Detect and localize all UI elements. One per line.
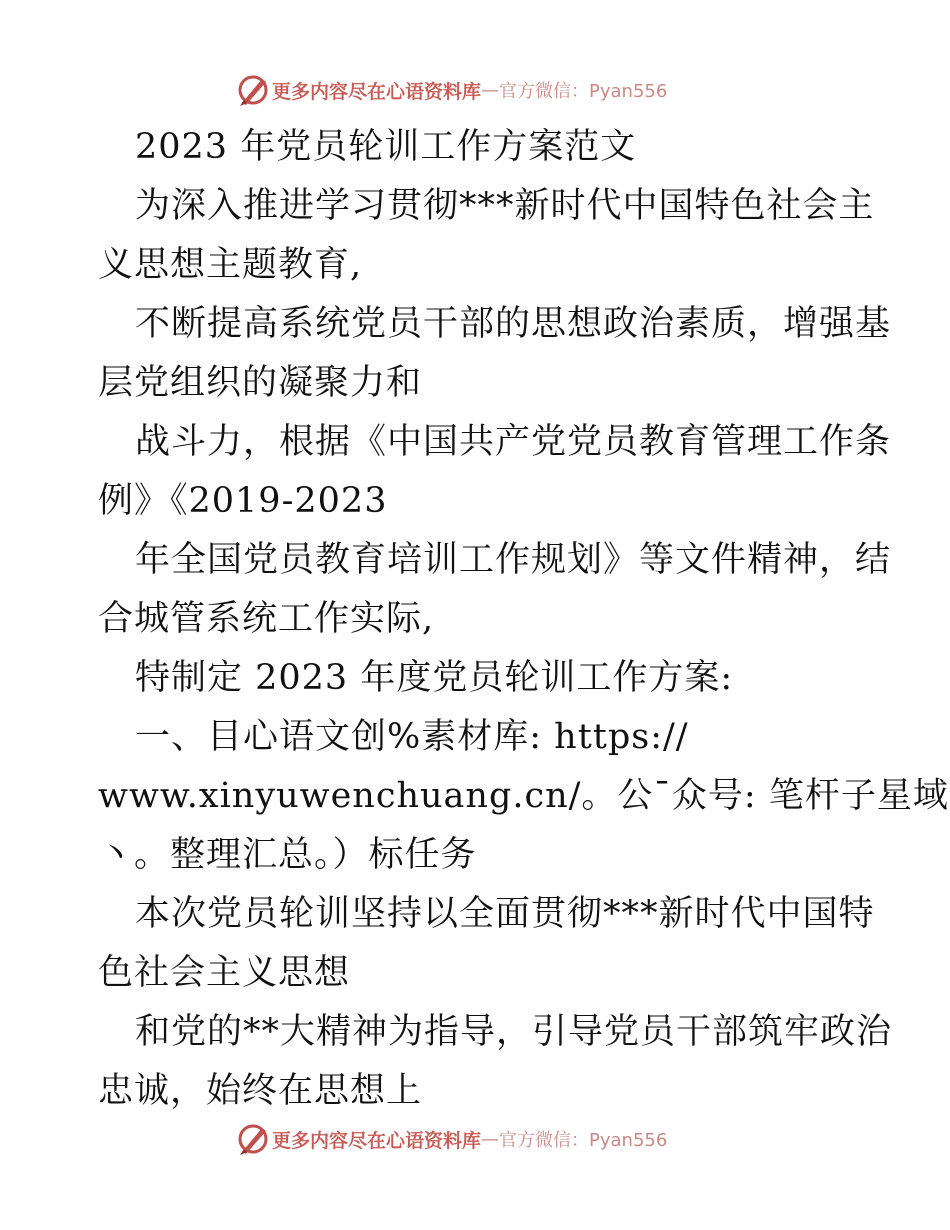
watermark-dash: — bbox=[481, 79, 500, 101]
text-line: 特制定 2023 年度党员轮训工作方案: bbox=[135, 658, 734, 698]
watermark-main-text: 更多内容尽在心语资料库 bbox=[272, 80, 482, 103]
text-line: 本次党员轮训坚持以全面贯彻***新时代中国特 bbox=[135, 894, 875, 934]
document-body bbox=[98, 118, 949, 1121]
text-line: 为深入推进学习贯彻***新时代中国特色社会主 bbox=[135, 186, 875, 226]
text-line: 战斗力，根据《中国共产党党员教育管理工作条 bbox=[135, 422, 892, 462]
text-line: 义思想主题教育, bbox=[98, 245, 363, 285]
footer-watermark bbox=[236, 1121, 667, 1157]
pen-logo-icon bbox=[236, 73, 270, 107]
text-line: 合城管系统工作实际, bbox=[98, 599, 435, 639]
text-line: 2023 年党员轮训工作方案范文 bbox=[135, 127, 637, 167]
watermark-main-text: 更多内容尽在心语资料库 bbox=[272, 1129, 482, 1152]
watermark-dash: — bbox=[481, 1128, 500, 1150]
text-line: 色社会主义思想 bbox=[98, 953, 351, 993]
watermark-sub-text: 官方微信：Pyan556 bbox=[499, 1130, 668, 1151]
pen-logo-icon bbox=[236, 1122, 270, 1156]
text-line: 和党的**大精神为指导，引导党员干部筑牢政治 bbox=[135, 1012, 893, 1052]
text-line: www.xinyuwenchuang.cn/。公¯众号: 笔杆子星域 bbox=[98, 776, 949, 816]
text-line: 不断提高系统党员干部的思想政治素质，增强基 bbox=[135, 304, 892, 344]
text-line: 年全国党员教育培训工作规划》等文件精神，结 bbox=[135, 540, 892, 580]
watermark-sub-text: 官方微信：Pyan556 bbox=[499, 81, 668, 102]
text-line: 忠诚，始终在思想上 bbox=[98, 1071, 423, 1111]
text-line: 例》《2019-2023 bbox=[98, 481, 388, 521]
text-line: 丶。整理汇总。）标任务 bbox=[98, 835, 477, 875]
text-line: 层党组织的凝聚力和 bbox=[98, 363, 423, 403]
text-line: 一、目心语文创%素材库: https:// bbox=[135, 717, 689, 757]
header-watermark bbox=[236, 72, 667, 108]
